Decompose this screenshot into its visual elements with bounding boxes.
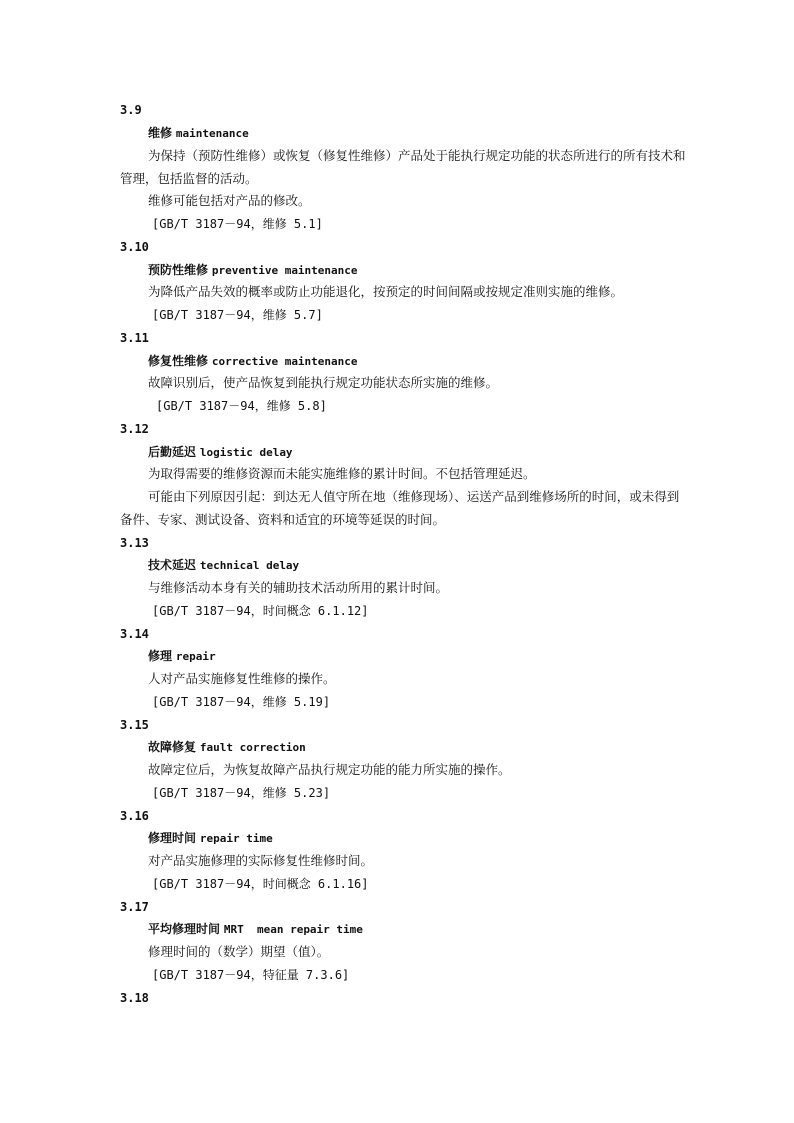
term-heading	[148, 739, 306, 756]
clause-number: 3.13	[120, 536, 149, 550]
term-heading	[148, 262, 358, 279]
clause-number: 3.14	[120, 627, 149, 641]
term-en: logistic delay	[199, 446, 293, 459]
clause-number: 3.16	[120, 809, 149, 823]
definition-line: 故障定位后，为恢复故障产品执行规定功能的能力所实施的操作。	[148, 762, 511, 777]
term-en: technical delay	[199, 559, 300, 572]
note-line: 维修可能包括对产品的修改。	[148, 193, 311, 208]
term-zh: 修理	[148, 649, 173, 663]
definition-line: 修理时间的（数学）期望（值）。	[148, 944, 330, 959]
clause-number: 3.10	[120, 240, 149, 254]
definition-line: 为保持（预防性维修）或恢复（修复性维修）产品处于能执行规定功能的状态所进行的所有技术和	[148, 148, 686, 163]
note-line: 备件、专家、测试设备、资料和适宜的环境等延误的时间。	[120, 512, 446, 527]
term-zh: 后勤延迟	[148, 445, 197, 459]
term-zh: 修复性维修	[148, 354, 209, 368]
term-en: repair	[175, 650, 216, 663]
term-zh: 平均修理时间	[148, 922, 221, 936]
term-en: repair time	[199, 832, 273, 845]
term-en: MRT mean repair time	[223, 923, 363, 936]
clause-number: 3.18	[120, 991, 149, 1005]
definition-line: 人对产品实施修复性维修的操作。	[148, 671, 336, 686]
reference: [GB/T 3187－94，时间概念 6.1.12]	[152, 604, 369, 618]
term-heading	[148, 830, 273, 847]
term-zh: 维修	[148, 126, 173, 140]
reference: [GB/T 3187－94，维修 5.1]	[152, 217, 323, 231]
term-en: preventive maintenance	[211, 264, 358, 277]
definition-line: 对产品实施修理的实际修复性维修时间。	[148, 853, 374, 868]
term-zh: 修理时间	[148, 831, 197, 845]
reference: [GB/T 3187－94，维修 5.19]	[152, 695, 331, 709]
definition-line: 故障识别后，使产品恢复到能执行规定功能状态所实施的维修。	[148, 375, 499, 390]
definition-line: 为降低产品失效的概率或防止功能退化，按预定的时间间隔或按规定准则实施的维修。	[148, 284, 624, 299]
clause-number: 3.9	[120, 103, 142, 117]
clause-number: 3.15	[120, 718, 149, 732]
reference: [GB/T 3187－94，时间概念 6.1.16]	[152, 877, 369, 891]
term-zh: 故障修复	[148, 740, 197, 754]
definition-line: 与维修活动本身有关的辅助技术活动所用的累计时间。	[148, 580, 449, 595]
term-heading	[148, 125, 249, 142]
term-heading	[148, 648, 216, 665]
term-heading	[148, 444, 293, 461]
definition-line: 管理，包括监督的活动。	[120, 171, 258, 186]
definition-line: 为取得需要的维修资源而未能实施维修的累计时间。不包括管理延迟。	[148, 466, 536, 481]
term-zh: 预防性维修	[148, 263, 209, 277]
clause-number: 3.17	[120, 900, 149, 914]
term-heading	[148, 353, 358, 370]
term-zh: 技术延迟	[148, 558, 197, 572]
term-heading	[148, 921, 363, 938]
term-en: fault correction	[199, 741, 306, 754]
reference: [GB/T 3187－94，特征量 7.3.6]	[152, 968, 350, 982]
term-en: corrective maintenance	[211, 355, 358, 368]
note-line: 可能由下列原因引起：到达无人值守所在地（维修现场）、运送产品到维修场所的时间，或未得到	[148, 489, 680, 504]
reference: [GB/T 3187－94，维修 5.23]	[152, 786, 331, 800]
clause-number: 3.12	[120, 422, 149, 436]
term-en: maintenance	[175, 127, 249, 140]
reference: [GB/T 3187－94，维修 5.8]	[156, 399, 327, 413]
term-heading	[148, 557, 299, 574]
reference: [GB/T 3187－94，维修 5.7]	[152, 308, 323, 322]
clause-number: 3.11	[120, 331, 149, 345]
